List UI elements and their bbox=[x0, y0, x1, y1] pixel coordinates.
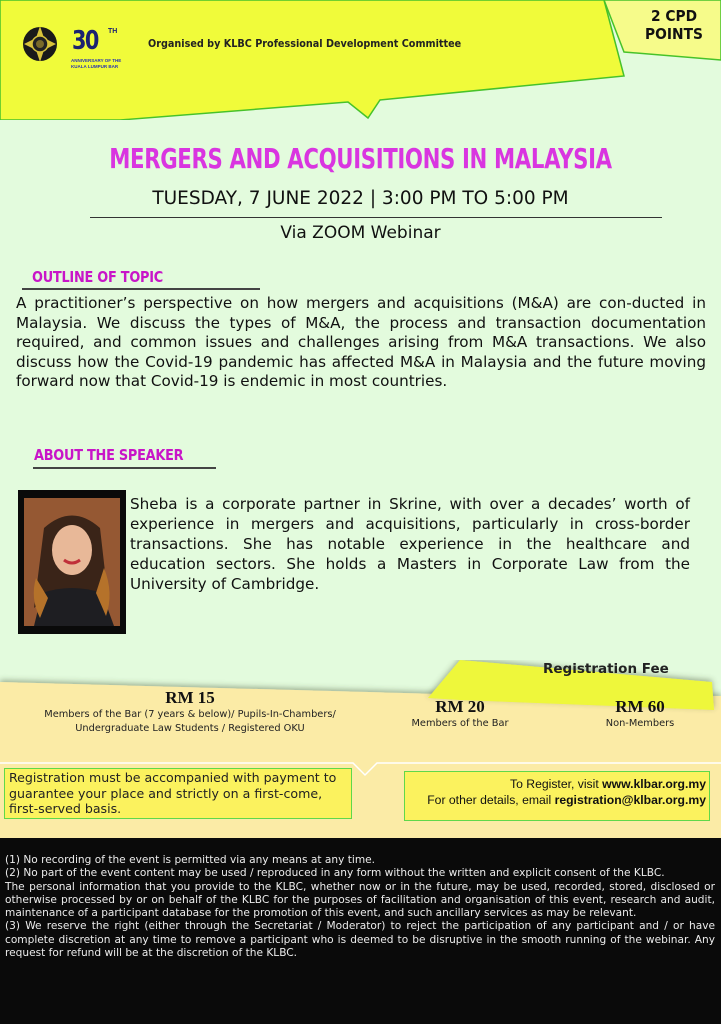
fee-amount: RM 15 bbox=[165, 688, 215, 707]
cpd-points-badge: 2 CPD POINTS bbox=[645, 7, 703, 43]
speaker-heading-rule bbox=[33, 467, 216, 469]
registration-email-link[interactable]: registration@klbar.org.my bbox=[554, 793, 706, 807]
outline-heading-rule bbox=[22, 288, 260, 290]
email-line bbox=[408, 792, 706, 808]
fee-amount: RM 60 bbox=[615, 697, 665, 716]
payment-note: Registration must be accompanied with payment to guarantee your place and strictly on a first-come, first-served basis. bbox=[4, 768, 352, 819]
title-divider bbox=[90, 217, 662, 218]
register-line bbox=[408, 776, 706, 792]
registration-fee-label: Registration Fee bbox=[543, 661, 669, 677]
outline-text: A practitioner’s perspective on how mergers and acquisitions (M&A) are con-ducted in Malaysia. We discuss the types of M&A, the process and transaction documentation required, and common issues and challenges arising from M&A transactions. We also discuss how the Covid-19 pandemic has affected M&A in Malaysia and the future moving forward now that Covid-19 is endemic in most countries. bbox=[16, 294, 706, 390]
terms-footer bbox=[0, 838, 721, 1024]
fee-description: Non-Members bbox=[605, 718, 675, 729]
event-title: MERGERS AND ACQUISITIONS IN MALAYSIA bbox=[109, 142, 612, 175]
anniversary-logo bbox=[68, 26, 128, 76]
fee-description: Undergraduate Law Students / Registered OKU bbox=[75, 723, 305, 734]
speaker-photo bbox=[18, 490, 126, 634]
fee-tier-rm15 bbox=[20, 688, 360, 736]
term-item: (3) We reserve the right (either through the Secretariat / Moderator) to reject the participation of any participant and / or have complete discretion at any time to remove a participant who is deemed to be disruptive in the smooth running of the webinar. Any request for refund will be at the discretion of the KLBC. bbox=[5, 920, 715, 960]
anniversary-caption bbox=[71, 58, 131, 70]
term-item: (2) No part of the event content may be used / reproduced in any form without the written and explicit consent of the KLBC. bbox=[5, 867, 665, 880]
fee-amount: RM 20 bbox=[435, 697, 485, 716]
outline-heading: OUTLINE OF TOPIC bbox=[32, 268, 163, 286]
term-item: The personal information that you provide to the KLBC, whether now or in the future, may be used, recorded, stored, disclosed or otherwise processed by or on behalf of the KLBC for the purposes of facilitation and organisation of this event, research and audit, maintenance of a participant database for the promotion of this event, and such ancillary services as may be relevant. bbox=[5, 880, 715, 920]
registration-contact-box bbox=[404, 771, 710, 821]
fee-tier-rm60 bbox=[585, 697, 695, 731]
anniversary-line2: KUALA LUMPUR BAR bbox=[71, 64, 119, 69]
organiser-text: Organised by KLBC Professional Development Committee bbox=[148, 38, 462, 50]
fee-description: Members of the Bar (7 years & below)/ Pupils-In-Chambers/ bbox=[44, 709, 336, 720]
email-prefix: For other details, email bbox=[427, 793, 555, 807]
fee-tier-rm20 bbox=[395, 697, 525, 731]
terms-text bbox=[5, 854, 715, 960]
speaker-bio: Sheba is a corporate partner in Skrine, with over a decades’ worth of experience in mergers and acquisitions, particularly in cross-border transactions. She has notable experience in the healthcare and education sectors. She holds a Masters in Corporate Law from the University of Cambridge. bbox=[130, 495, 690, 593]
anniversary-line1: ANNIVERSARY OF THE bbox=[71, 58, 122, 63]
register-url-link[interactable]: www.klbar.org.my bbox=[602, 777, 706, 791]
term-item: (1) No recording of the event is permitted via any means at any time. bbox=[5, 854, 376, 866]
event-date-time: TUESDAY, 7 JUNE 2022 | 3:00 PM TO 5:00 PM bbox=[152, 188, 569, 209]
fee-description: Members of the Bar bbox=[411, 718, 509, 729]
anniversary-suffix: TH bbox=[108, 28, 118, 35]
register-prefix: To Register, visit bbox=[510, 777, 603, 791]
klbar-logo bbox=[20, 22, 60, 66]
event-venue: Via ZOOM Webinar bbox=[280, 223, 441, 243]
speaker-heading: ABOUT THE SPEAKER bbox=[34, 446, 184, 464]
anniversary-number: 30 bbox=[72, 26, 98, 56]
